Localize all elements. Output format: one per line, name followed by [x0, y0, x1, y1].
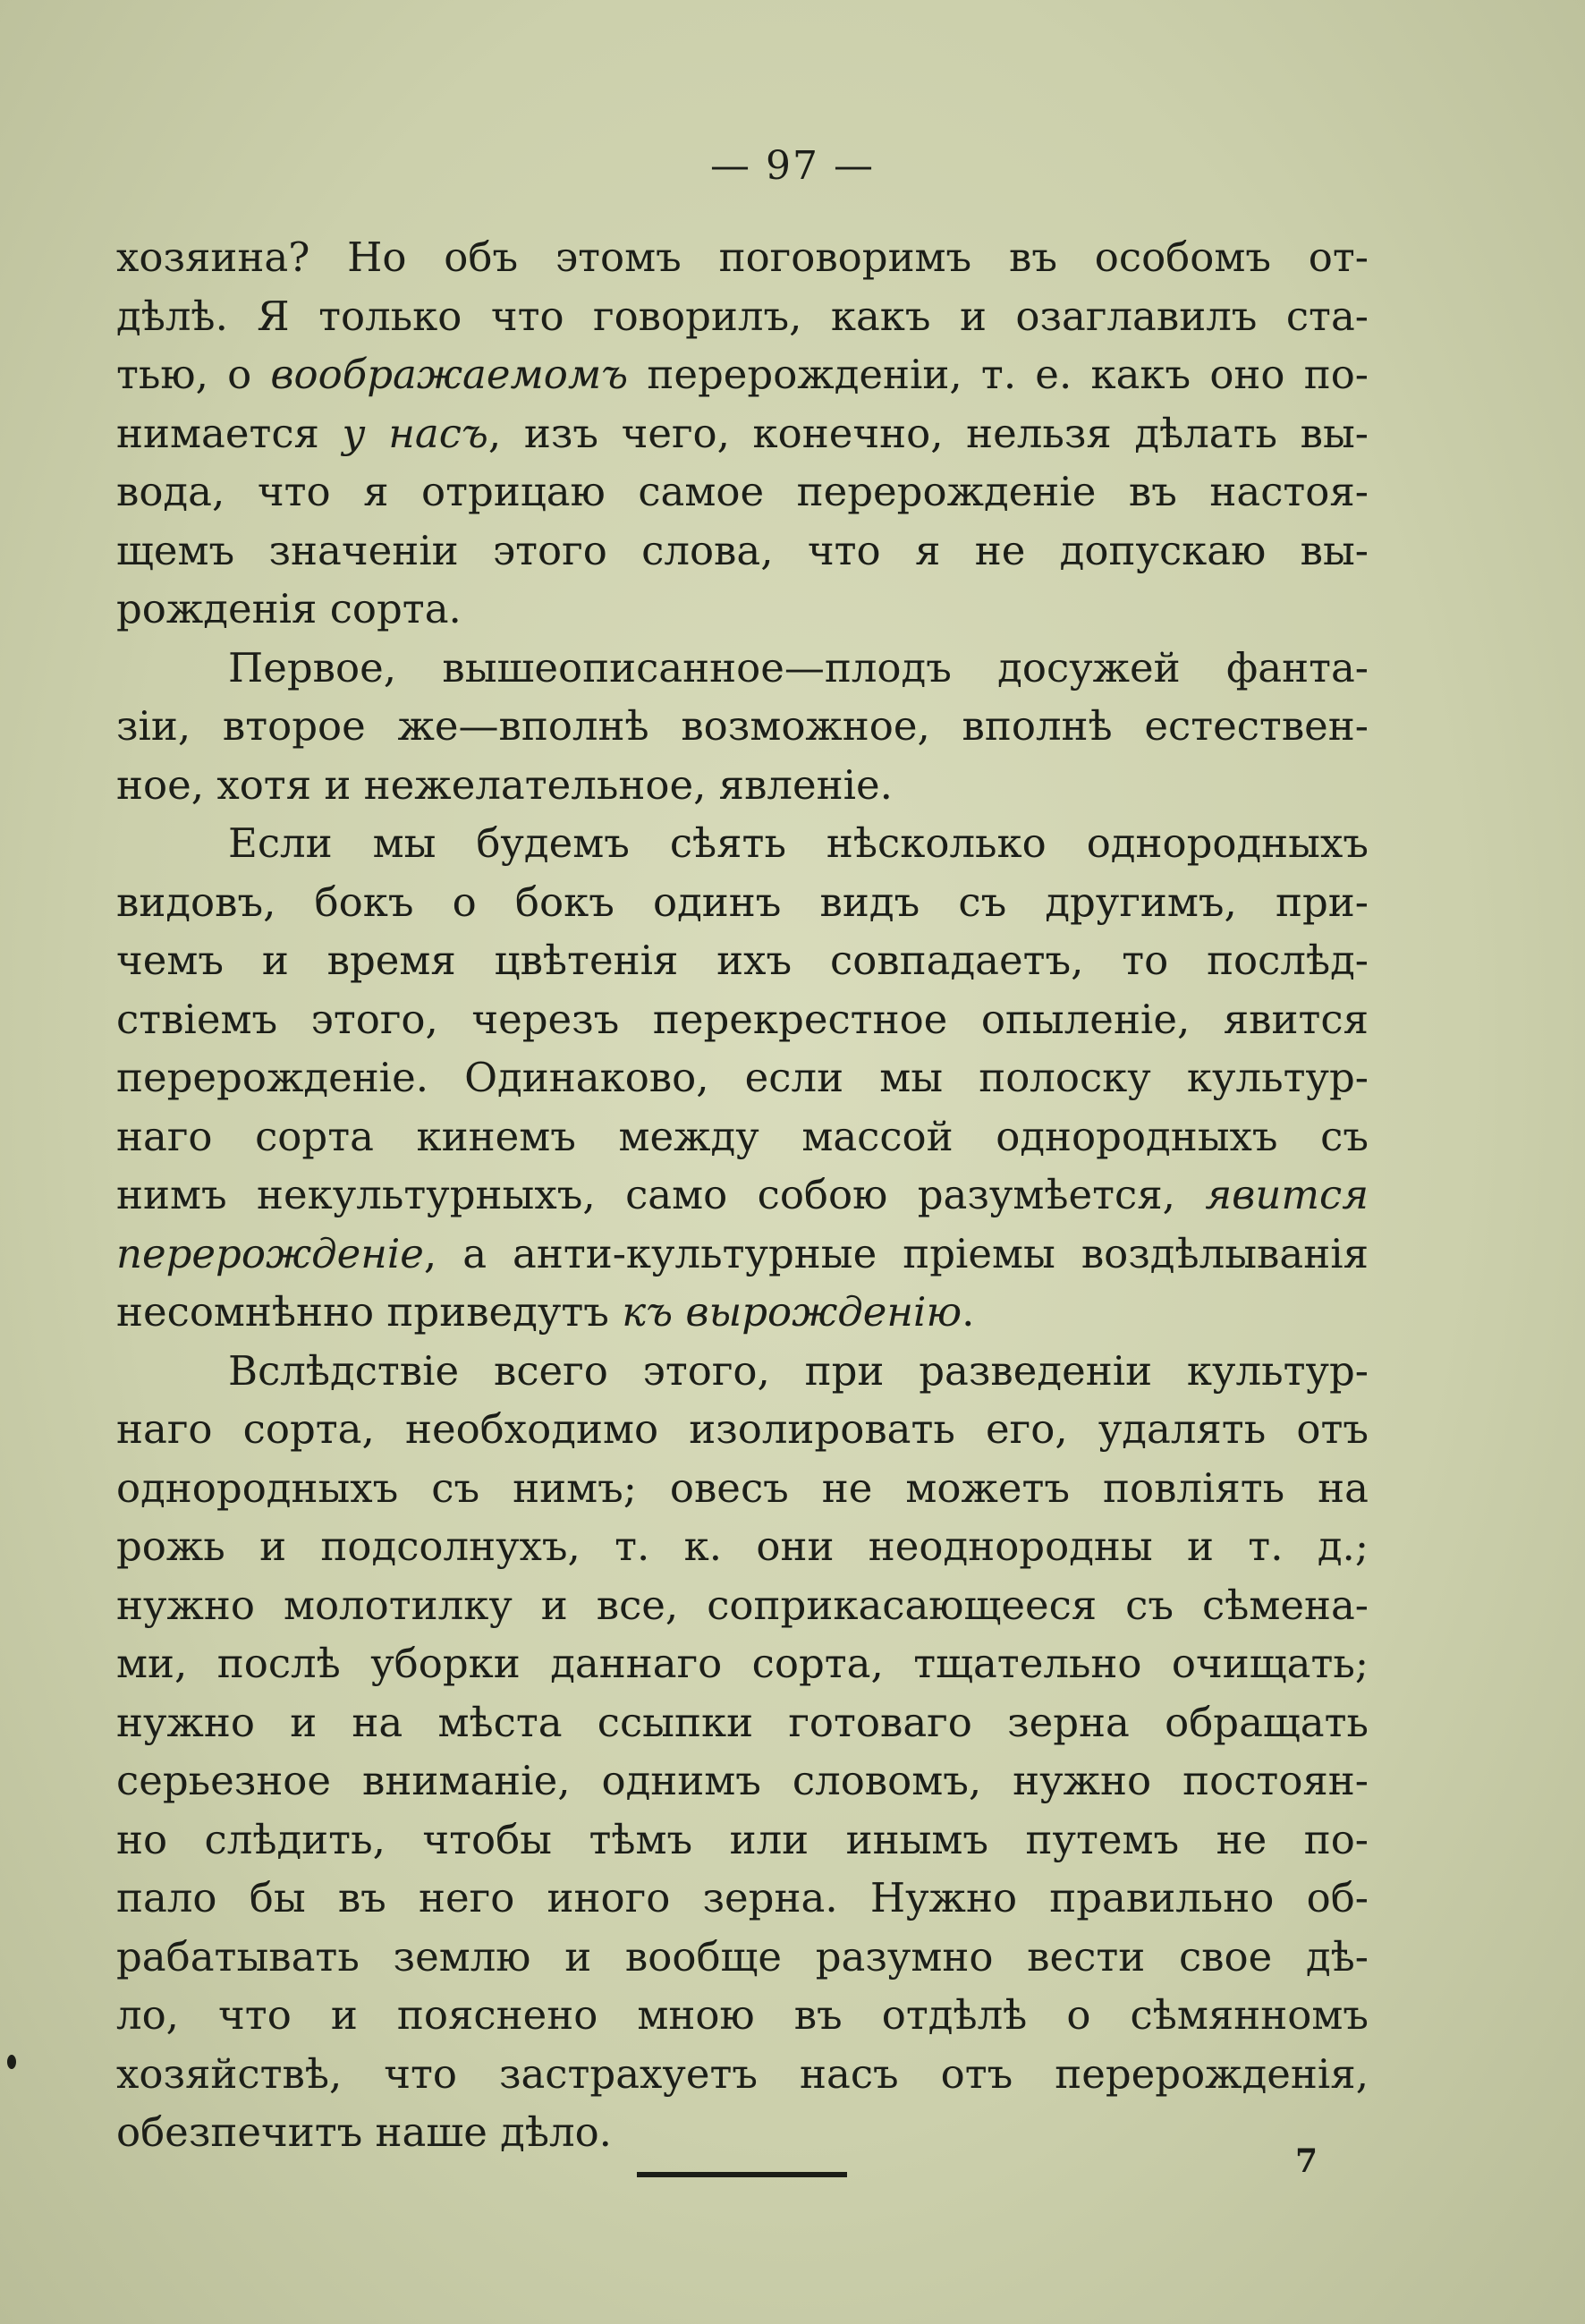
text-line: чемъ и время цвѣтенія ихъ совпадаетъ, то послѣд- [116, 937, 1369, 984]
italic-emphasis: воображаемомъ [270, 351, 629, 398]
italic-emphasis: явится [1205, 1171, 1369, 1218]
italic-emphasis: къ вырожденію [622, 1288, 962, 1336]
text-segment: , изъ чего, конечно, нельзя дѣлать вы- [487, 409, 1369, 457]
text-line: рожь и подсолнухъ, т. к. они неоднородны и т. д.; [116, 1522, 1369, 1570]
text-segment: тью, о [116, 351, 271, 398]
text-segment: перерожденіи, т. е. какъ оно по- [628, 351, 1369, 398]
text-line: нужно и на мѣста ссыпки готоваго зерна обращать [116, 1698, 1369, 1746]
text-line [116, 404, 1369, 463]
text-line: хозяина? Но объ этомъ поговоримъ въ особомъ от- [116, 233, 1369, 281]
text-line: нужно молотилку и все, соприкасающееся съ сѣмена- [116, 1581, 1369, 1629]
text-line: дѣлѣ. Я только что говорилъ, какъ и озаглавилъ ста- [116, 292, 1369, 340]
body-text [116, 228, 1369, 2162]
text-segment: . [962, 1288, 975, 1336]
text-line: вода, что я отрицаю самое перерожденіе въ настоя- [116, 468, 1369, 515]
ink-speck [7, 2055, 16, 2069]
italic-emphasis: перерожденіе [116, 1229, 424, 1277]
text-segment: несомнѣнно приведутъ [116, 1288, 623, 1336]
text-line: серьезное вниманіе, однимъ словомъ, нужно постоян- [116, 1757, 1369, 1804]
text-line: рожденія сорта. [116, 585, 462, 632]
text-line: Первое, вышеописанное—плодъ досужей фанта- [228, 643, 1369, 691]
text-segment: , а анти-культурные пріемы воздѣлыванія [423, 1229, 1369, 1277]
text-line: ное, хотя и нежелательное, явленіе. [116, 760, 893, 809]
text-segment: нимъ некультурныхъ, само собою разумѣется, [116, 1171, 1206, 1218]
text-segment: нимается [116, 409, 343, 457]
text-line: ми, послѣ уборки даннаго сорта, тщательно очищать; [116, 1640, 1369, 1687]
text-line: хозяйствѣ, что застрахуетъ насъ отъ перерожденія, [116, 2049, 1369, 2098]
text-line: пало бы въ него иного зерна. Нужно правильно об- [116, 1874, 1369, 1921]
text-line: ствіемъ этого, черезъ перекрестное опыленіе, явится [116, 995, 1369, 1043]
text-line: перерожденіе. Одинаково, если мы полоску культур- [116, 1054, 1369, 1101]
text-line: щемъ значеніи этого слова, что я не допускаю вы- [116, 526, 1369, 574]
text-line [116, 345, 1369, 404]
footer-rule [637, 2172, 847, 2177]
text-line: видовъ, бокъ о бокъ одинъ видъ съ другимъ, при- [116, 878, 1369, 926]
text-line: ло, что и пояснено мною въ отдѣлѣ о сѣмянномъ [116, 1991, 1369, 2039]
page-number-header: — 97 — [710, 143, 875, 189]
italic-emphasis: у насъ [342, 409, 488, 457]
text-line: зіи, второе же—вполнѣ возможное, вполнѣ естествен- [116, 702, 1369, 750]
text-line: наго сорта, необходимо изолировать его, удалять отъ [116, 1405, 1369, 1453]
text-line [116, 1225, 1369, 1284]
text-line: наго сорта кинемъ между массой однородныхъ съ [116, 1112, 1369, 1160]
signature-mark: 7 [1295, 2142, 1318, 2180]
text-line: обезпечитъ наше дѣло. [116, 2108, 612, 2156]
text-line [116, 1283, 1369, 1342]
text-line: Вслѣдствіе всего этого, при разведеніи культур- [228, 1346, 1369, 1395]
text-line: рабатывать землю и вообще разумно вести свое дѣ- [116, 1932, 1369, 1980]
text-line: однородныхъ съ нимъ; овесъ не можетъ повліять на [116, 1463, 1369, 1512]
text-line: Если мы будемъ сѣять нѣсколько однородныхъ [228, 819, 1369, 867]
text-line: но слѣдить, чтобы тѣмъ или инымъ путемъ не по- [116, 1815, 1369, 1863]
text-line [116, 1166, 1369, 1225]
